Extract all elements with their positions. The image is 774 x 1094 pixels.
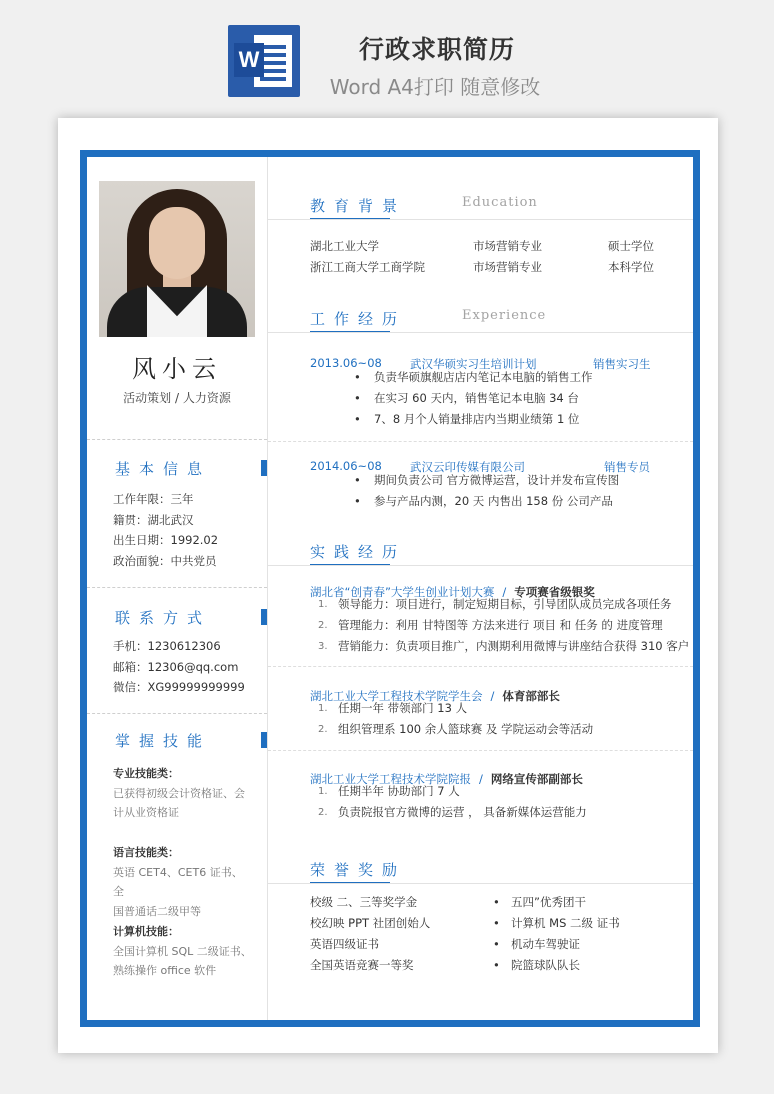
work-heading: 工作经历 Experience [310, 308, 547, 328]
divider [268, 565, 693, 566]
job-duties [374, 367, 593, 430]
edu-degree: 本科学位 [608, 260, 654, 274]
job-duties [374, 470, 619, 512]
contact-phone: 手机：1230612306 [113, 639, 221, 653]
profile-photo [99, 181, 255, 337]
list-item: • 参与产品内测，20 天 内售出 158 份 公司产品 [374, 491, 619, 512]
banner-title: 行政求职简历 [358, 35, 515, 64]
honors-right [511, 892, 620, 976]
list-item: 1. 任期半年 协助部门 7 人 [318, 784, 460, 798]
list-item: 校级 二、三等奖学金 [310, 895, 418, 909]
project-title-row: 湖北工业大学工程技术学院学生会 / 体育部部长 [310, 689, 560, 703]
candidate-roles: 活动策划 / 人力资源 [123, 391, 231, 405]
job-title: 销售专员 [604, 460, 650, 474]
list-item: • 负责华硕旗舰店店内笔记本电脑的销售工作 [374, 367, 593, 388]
job-date: 2014.06~08 [310, 459, 382, 473]
edu-major: 市场营销专业 [473, 260, 542, 274]
list-item: • 7、8 月个人销量排店内当期业绩第 1 位 [374, 409, 593, 430]
basic-info-line: 出生日期：1992.02 [113, 533, 219, 547]
list-item: 全国英语竞赛一等奖 [310, 958, 414, 972]
project-title-row: 湖北省“创青春”大学生创业计划大赛 / 专项赛省级银奖 [310, 585, 595, 599]
basic-info-line: 政治面貌：中共党员 [113, 553, 217, 568]
job-title: 销售实习生 [593, 357, 651, 371]
banner-subtitle: Word A4打印 随意修改 [329, 75, 541, 99]
divider [87, 439, 267, 440]
project-title-row: 湖北工业大学工程技术学院院报 / 网络宣传部副部长 [310, 772, 583, 786]
list-item: • 在实习 60 天内，销售笔记本电脑 34 台 [374, 388, 593, 409]
contact-wechat: 微信：XG99999999999 [113, 680, 245, 694]
job-company: 武汉华硕实习生培训计划 [410, 357, 537, 371]
work-heading-en: Experience [462, 308, 547, 323]
divider [268, 332, 693, 333]
education-heading: 教育背景 Education [310, 195, 538, 215]
divider [87, 713, 267, 714]
list-item: • 五四”优秀团干 [511, 892, 620, 913]
honors-left [310, 892, 430, 976]
divider [268, 441, 693, 442]
basic-info-list [113, 489, 263, 571]
job-company: 武汉云印传媒有限公司 [410, 460, 525, 474]
list-item: 2. 负责院报官方微博的运营 ， 具备新媒体运营能力 [318, 805, 587, 819]
list-item: 3. 营销能力：负责项目推广，内测期利用微博与讲座结合获得 310 客户 [318, 639, 690, 653]
divider [268, 883, 693, 884]
basic-info-heading: 基本信息 [115, 458, 267, 479]
list-item: 1. 任期一年 带领部门 13 人 [318, 701, 468, 715]
project-items [318, 594, 690, 657]
edu-degree: 硕士学位 [608, 239, 654, 253]
contact-heading: 联系方式 [115, 607, 267, 628]
divider [268, 219, 693, 220]
list-item: • 计算机 MS 二级 证书 [511, 913, 620, 934]
resume-sheet [58, 118, 718, 1053]
top-banner [0, 0, 774, 110]
project-items [318, 781, 587, 823]
divider [268, 666, 693, 667]
edu-school: 浙江工商大学工商学院 [310, 260, 425, 274]
contact-list [113, 636, 263, 698]
main-content [268, 157, 693, 1020]
honors-heading: 荣誉奖励 [310, 861, 407, 879]
sidebar [87, 157, 268, 1020]
divider [268, 750, 693, 751]
word-icon [228, 25, 300, 97]
skills-heading: 掌握技能 [115, 730, 267, 751]
project-items [318, 698, 594, 740]
resume-frame [80, 150, 700, 1027]
edu-major: 市场营销专业 [473, 239, 542, 253]
divider [87, 587, 267, 588]
basic-info-line: 工作年限：三年 [113, 492, 194, 506]
list-item: 1. 领导能力：项目进行，制定短期目标，引导团队成员完成各项任务 [318, 597, 672, 611]
list-item: 2. 组织管理系 100 余人篮球赛 及 学院运动会等活动 [318, 722, 594, 736]
basic-info-line: 籍贯：湖北武汉 [113, 512, 194, 527]
list-item: 校幻映 PPT 社团创始人 [310, 916, 431, 930]
skill-computer: 计算机技能： 全国计算机 SQL 二级证书、 熟练操作 office 软件 [113, 925, 252, 977]
contact-email: 邮箱：12306@qq.com [113, 659, 239, 674]
list-item: 英语四级证书 [310, 937, 379, 951]
list-item: • 院篮球队队长 [511, 955, 620, 976]
list-item: • 机动车驾驶证 [511, 934, 620, 955]
edu-school: 湖北工业大学 [310, 239, 379, 253]
candidate-name: 风小云 [132, 355, 222, 383]
job-date: 2013.06~08 [310, 356, 382, 370]
practice-heading: 实践经历 [310, 543, 407, 561]
skill-language: 语言技能类： 英语 CET4、CET6 证书、全 国普通话二级甲等 [113, 846, 243, 918]
list-item: 2. 管理能力：利用 甘特图等 方法来进行 项目 和 任务 的 进度管理 [318, 618, 663, 632]
word-logo-letter: W [234, 43, 264, 77]
list-item: • 期间负责公司 官方微博运营，设计并发布宣传图 [374, 470, 619, 491]
skill-professional: 专业技能类： 已获得初级会计资格证、会 计从业资格证 [113, 767, 245, 819]
education-heading-en: Education [462, 195, 538, 210]
